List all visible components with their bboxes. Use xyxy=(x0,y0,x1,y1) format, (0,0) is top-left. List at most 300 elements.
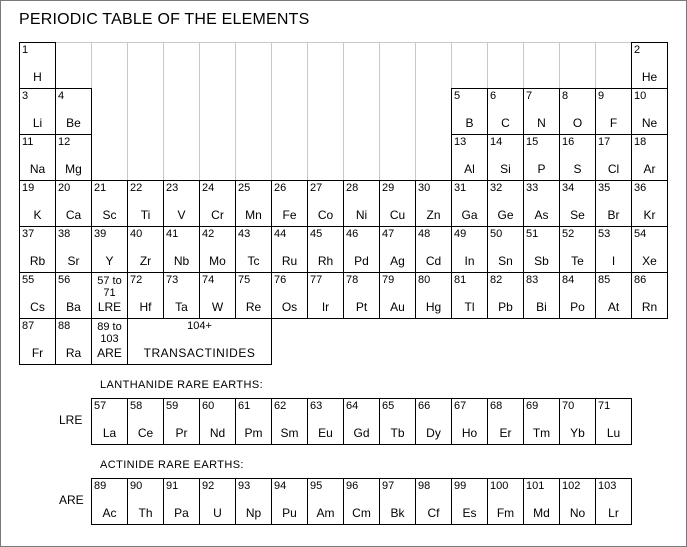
lanthanide-row xyxy=(91,398,632,445)
element-cell-cl[interactable] xyxy=(595,134,632,181)
element-symbol: Hf xyxy=(139,300,152,314)
atomic-number: 99 xyxy=(454,480,467,492)
element-cell-y[interactable] xyxy=(91,226,128,273)
element-cell-in[interactable] xyxy=(451,226,488,273)
element-symbol: Np xyxy=(245,506,262,520)
element-symbol: W xyxy=(211,300,224,314)
atomic-number: 50 xyxy=(490,228,503,240)
atomic-number: 23 xyxy=(166,182,179,194)
element-cell-ta[interactable] xyxy=(163,272,200,319)
element-cell-ga[interactable] xyxy=(451,180,488,227)
element-cell-li[interactable] xyxy=(19,88,56,135)
atomic-number: 68 xyxy=(490,400,503,412)
element-symbol: Ni xyxy=(355,208,368,222)
atomic-number: 66 xyxy=(418,400,431,412)
element-symbol: Am xyxy=(316,506,335,520)
atomic-number: 6 xyxy=(490,90,497,102)
element-symbol: Fr xyxy=(31,346,44,360)
element-cell-w[interactable] xyxy=(199,272,236,319)
atomic-number: 94 xyxy=(274,480,287,492)
element-symbol: Sb xyxy=(534,254,549,268)
element-symbol: Pr xyxy=(175,426,188,440)
atomic-number: 51 xyxy=(526,228,539,240)
element-cell-la[interactable] xyxy=(91,398,128,445)
element-symbol: Cr xyxy=(211,208,224,222)
atomic-number: 20 xyxy=(58,182,71,194)
element-cell-n[interactable] xyxy=(523,88,560,135)
element-cell-k[interactable] xyxy=(19,180,56,227)
element-cell-cf[interactable] xyxy=(415,478,452,525)
actinide-section-title: ACTINIDE RARE EARTHS: xyxy=(100,459,244,471)
element-cell-fe[interactable] xyxy=(271,180,308,227)
element-symbol: Kr xyxy=(643,208,656,222)
element-cell-nd[interactable] xyxy=(199,398,236,445)
element-cell-be[interactable] xyxy=(55,88,92,135)
element-symbol: S xyxy=(573,162,582,176)
element-symbol: Th xyxy=(138,506,153,520)
element-symbol: Al xyxy=(464,162,475,176)
grid-line xyxy=(235,42,236,180)
element-cell-yb[interactable] xyxy=(559,398,596,445)
element-cell-co[interactable] xyxy=(307,180,344,227)
element-cell-br[interactable] xyxy=(595,180,632,227)
atomic-number: 64 xyxy=(346,400,359,412)
element-cell-o[interactable] xyxy=(559,88,596,135)
atomic-number: 70 xyxy=(562,400,575,412)
element-symbol: Ge xyxy=(497,208,514,222)
atomic-number: 36 xyxy=(634,182,647,194)
atomic-number: 24 xyxy=(202,182,215,194)
element-cell-zr[interactable] xyxy=(127,226,164,273)
element-cell-p[interactable] xyxy=(523,134,560,181)
element-symbol: Tl xyxy=(464,300,475,314)
element-symbol: Zr xyxy=(139,254,152,268)
element-cell-dy[interactable] xyxy=(415,398,452,445)
element-symbol: P xyxy=(537,162,546,176)
element-cell-rh[interactable] xyxy=(307,226,344,273)
page-title: PERIODIC TABLE OF THE ELEMENTS xyxy=(19,11,310,28)
element-symbol: Ar xyxy=(643,162,656,176)
element-cell-bk[interactable] xyxy=(379,478,416,525)
element-cell-u[interactable] xyxy=(199,478,236,525)
element-symbol: Y xyxy=(105,254,114,268)
atomic-number: 69 xyxy=(526,400,539,412)
atomic-number: 65 xyxy=(382,400,395,412)
element-cell-ar[interactable] xyxy=(631,134,668,181)
element-symbol: Sm xyxy=(280,426,299,440)
element-cell-ca[interactable] xyxy=(55,180,92,227)
atomic-number: 22 xyxy=(130,182,143,194)
element-cell-no[interactable] xyxy=(559,478,596,525)
element-cell-ag[interactable] xyxy=(379,226,416,273)
element-cell-os[interactable] xyxy=(271,272,308,319)
element-cell-cs[interactable] xyxy=(19,272,56,319)
atomic-number: 54 xyxy=(634,228,647,240)
element-cell-cu[interactable] xyxy=(379,180,416,227)
element-symbol: He xyxy=(641,70,658,84)
element-cell-mo[interactable] xyxy=(199,226,236,273)
element-cell-kr[interactable] xyxy=(631,180,668,227)
element-cell-pd[interactable] xyxy=(343,226,380,273)
element-symbol: Lu xyxy=(606,426,621,440)
element-cell-v[interactable] xyxy=(163,180,200,227)
atomic-number: 53 xyxy=(598,228,611,240)
atomic-number: 2 xyxy=(634,44,641,56)
element-symbol: Pu xyxy=(282,506,297,520)
atomic-number: 103 xyxy=(598,480,617,492)
element-cell-sr[interactable] xyxy=(55,226,92,273)
element-symbol: Se xyxy=(570,208,585,222)
element-symbol: Rn xyxy=(641,300,658,314)
grid-line xyxy=(415,42,416,180)
element-symbol: LRE xyxy=(97,300,122,314)
element-symbol: N xyxy=(537,116,546,130)
atomic-number: 77 xyxy=(310,274,323,286)
element-symbol: Cl xyxy=(607,162,620,176)
element-cell-au[interactable] xyxy=(379,272,416,319)
element-symbol: Rh xyxy=(317,254,334,268)
atomic-number: 81 xyxy=(454,274,467,286)
atomic-number: 89 xyxy=(94,480,107,492)
atomic-number: 74 xyxy=(202,274,215,286)
element-cell-pu[interactable] xyxy=(271,478,308,525)
atomic-number: 45 xyxy=(310,228,323,240)
element-symbol: Si xyxy=(500,162,511,176)
atomic-number: 41 xyxy=(166,228,179,240)
element-cell-al[interactable] xyxy=(451,134,488,181)
element-symbol: Pa xyxy=(174,506,189,520)
element-symbol: Be xyxy=(66,116,81,130)
atomic-number: 34 xyxy=(562,182,575,194)
element-symbol: Bk xyxy=(390,506,405,520)
atomic-number: 72 xyxy=(130,274,143,286)
element-symbol: Cd xyxy=(425,254,442,268)
atomic-number: 92 xyxy=(202,480,215,492)
element-symbol: C xyxy=(501,116,510,130)
element-symbol: Mg xyxy=(65,162,82,176)
actinide-row xyxy=(91,478,632,525)
element-symbol: Pd xyxy=(354,254,369,268)
atomic-number: 21 xyxy=(94,182,107,194)
element-cell-po[interactable] xyxy=(559,272,596,319)
atomic-number: 71 xyxy=(598,400,611,412)
element-cell-sm[interactable] xyxy=(271,398,308,445)
element-symbol: Dy xyxy=(426,426,441,440)
element-cell-eu[interactable] xyxy=(307,398,344,445)
atomic-number: 19 xyxy=(22,182,35,194)
atomic-number: 67 xyxy=(454,400,467,412)
element-cell-bi[interactable] xyxy=(523,272,560,319)
atomic-number: 75 xyxy=(238,274,251,286)
element-symbol: In xyxy=(464,254,475,268)
atomic-number: 4 xyxy=(58,90,65,102)
element-cell-h[interactable] xyxy=(19,42,56,89)
element-symbol: Tm xyxy=(532,426,551,440)
element-cell-are[interactable] xyxy=(91,318,128,365)
element-cell-lre[interactable] xyxy=(91,272,128,319)
element-symbol: B xyxy=(465,116,474,130)
element-symbol: Ce xyxy=(137,426,154,440)
atomic-number: 38 xyxy=(58,228,71,240)
atomic-number: 37 xyxy=(22,228,35,240)
element-cell-b[interactable] xyxy=(451,88,488,135)
element-cell-as[interactable] xyxy=(523,180,560,227)
atomic-number: 27 xyxy=(310,182,323,194)
element-symbol: Zn xyxy=(426,208,441,222)
lanthanide-row-label: LRE xyxy=(59,413,83,427)
grid-line xyxy=(19,42,667,43)
element-cell-he[interactable] xyxy=(631,42,668,89)
element-cell-fm[interactable] xyxy=(487,478,524,525)
element-cell-mn[interactable] xyxy=(235,180,272,227)
element-symbol: Nd xyxy=(209,426,226,440)
atomic-number: 87 xyxy=(22,320,35,332)
atomic-number: 30 xyxy=(418,182,431,194)
element-cell-hg[interactable] xyxy=(415,272,452,319)
element-cell-sc[interactable] xyxy=(91,180,128,227)
atomic-number: 5 xyxy=(454,90,461,102)
element-symbol: Au xyxy=(390,300,405,314)
element-cell-tb[interactable] xyxy=(379,398,416,445)
atomic-number: 10 xyxy=(634,90,647,102)
element-cell-pa[interactable] xyxy=(163,478,200,525)
element-symbol: Te xyxy=(571,254,584,268)
element-symbol: Bi xyxy=(536,300,547,314)
atomic-number: 12 xyxy=(58,136,71,148)
element-cell-pt[interactable] xyxy=(343,272,380,319)
atomic-number: 49 xyxy=(454,228,467,240)
atomic-number: 73 xyxy=(166,274,179,286)
element-symbol: At xyxy=(607,300,620,314)
atomic-number: 78 xyxy=(346,274,359,286)
element-cell-ho[interactable] xyxy=(451,398,488,445)
atomic-number: 31 xyxy=(454,182,467,194)
element-symbol: Co xyxy=(317,208,334,222)
atomic-number: 93 xyxy=(238,480,251,492)
element-cell-se[interactable] xyxy=(559,180,596,227)
atomic-number: 91 xyxy=(166,480,179,492)
element-cell-gd[interactable] xyxy=(343,398,380,445)
element-cell-tl[interactable] xyxy=(451,272,488,319)
element-cell-pm[interactable] xyxy=(235,398,272,445)
atomic-number: 32 xyxy=(490,182,503,194)
atomic-number: 1 xyxy=(22,44,29,56)
element-symbol: Sr xyxy=(67,254,80,268)
atomic-number: 29 xyxy=(382,182,395,194)
element-cell-pr[interactable] xyxy=(163,398,200,445)
element-symbol: Xe xyxy=(642,254,657,268)
element-cell-te[interactable] xyxy=(559,226,596,273)
element-symbol: U xyxy=(213,506,222,520)
element-symbol: Ne xyxy=(641,116,658,130)
element-cell-ne[interactable] xyxy=(631,88,668,135)
atomic-number: 89 to 103 xyxy=(97,321,122,345)
atomic-number: 39 xyxy=(94,228,107,240)
element-cell-ge[interactable] xyxy=(487,180,524,227)
element-cell-fr[interactable] xyxy=(19,318,56,365)
element-cell-rb[interactable] xyxy=(19,226,56,273)
element-symbol: Ra xyxy=(65,346,82,360)
element-symbol: Md xyxy=(533,506,550,520)
atomic-number: 57 to 71 xyxy=(97,275,122,299)
grid-line xyxy=(271,42,272,180)
atomic-number: 59 xyxy=(166,400,179,412)
element-symbol: Ru xyxy=(281,254,298,268)
atomic-number: 16 xyxy=(562,136,575,148)
element-cell-xe[interactable] xyxy=(631,226,668,273)
atomic-number: 80 xyxy=(418,274,431,286)
atomic-number: 88 xyxy=(58,320,71,332)
atomic-number: 61 xyxy=(238,400,251,412)
atomic-number: 43 xyxy=(238,228,251,240)
element-symbol: O xyxy=(572,116,583,130)
element-symbol: La xyxy=(102,426,117,440)
atomic-number: 8 xyxy=(562,90,569,102)
element-cell-s[interactable] xyxy=(559,134,596,181)
atomic-number: 86 xyxy=(634,274,647,286)
atomic-number: 13 xyxy=(454,136,467,148)
element-cell-rn[interactable] xyxy=(631,272,668,319)
element-cell-zn[interactable] xyxy=(415,180,452,227)
element-cell-tm[interactable] xyxy=(523,398,560,445)
element-symbol: Ga xyxy=(461,208,478,222)
element-cell-nb[interactable] xyxy=(163,226,200,273)
grid-line xyxy=(163,42,164,180)
atomic-number: 95 xyxy=(310,480,323,492)
atomic-number: 57 xyxy=(94,400,107,412)
atomic-number: 60 xyxy=(202,400,215,412)
element-symbol: Gd xyxy=(353,426,370,440)
element-symbol: Er xyxy=(499,426,512,440)
element-cell-th[interactable] xyxy=(127,478,164,525)
element-cell-lr[interactable] xyxy=(595,478,632,525)
element-cell-ce[interactable] xyxy=(127,398,164,445)
atomic-number: 97 xyxy=(382,480,395,492)
element-cell-re[interactable] xyxy=(235,272,272,319)
element-symbol: K xyxy=(33,208,42,222)
atomic-number: 63 xyxy=(310,400,323,412)
element-symbol: Eu xyxy=(318,426,333,440)
element-symbol: Mo xyxy=(209,254,226,268)
element-symbol: Cs xyxy=(30,300,45,314)
element-symbol: Tb xyxy=(390,426,405,440)
element-symbol: Ag xyxy=(390,254,405,268)
element-symbol: Tc xyxy=(247,254,260,268)
atomic-number: 18 xyxy=(634,136,647,148)
element-cell-cr[interactable] xyxy=(199,180,236,227)
element-symbol: Po xyxy=(570,300,585,314)
atomic-number: 17 xyxy=(598,136,611,148)
element-symbol: Cu xyxy=(389,208,406,222)
atomic-number: 85 xyxy=(598,274,611,286)
element-cell-ir[interactable] xyxy=(307,272,344,319)
element-cell-c[interactable] xyxy=(487,88,524,135)
atomic-number: 44 xyxy=(274,228,287,240)
element-cell-cd[interactable] xyxy=(415,226,452,273)
element-symbol: Br xyxy=(607,208,620,222)
element-symbol: Ba xyxy=(66,300,81,314)
element-cell-cm[interactable] xyxy=(343,478,380,525)
atomic-number: 79 xyxy=(382,274,395,286)
atomic-number: 102 xyxy=(562,480,581,492)
element-symbol: TRANSACTINIDES xyxy=(143,346,256,360)
element-cell-es[interactable] xyxy=(451,478,488,525)
element-cell-er[interactable] xyxy=(487,398,524,445)
element-symbol: Pm xyxy=(244,426,263,440)
element-symbol: I xyxy=(611,254,616,268)
element-cell-ac[interactable] xyxy=(91,478,128,525)
atomic-number: 90 xyxy=(130,480,143,492)
element-cell-i[interactable] xyxy=(595,226,632,273)
element-symbol: Sc xyxy=(102,208,117,222)
element-symbol: Ca xyxy=(65,208,82,222)
element-cell-ru[interactable] xyxy=(271,226,308,273)
atomic-number: 83 xyxy=(526,274,539,286)
element-symbol: V xyxy=(177,208,186,222)
element-symbol: Ti xyxy=(140,208,151,222)
grid-line xyxy=(199,42,200,180)
element-cell-mg[interactable] xyxy=(55,134,92,181)
element-cell-pb[interactable] xyxy=(487,272,524,319)
element-symbol: Ir xyxy=(321,300,330,314)
element-symbol: Es xyxy=(462,506,477,520)
atomic-number: 35 xyxy=(598,182,611,194)
element-symbol: Na xyxy=(29,162,46,176)
element-symbol: Lr xyxy=(608,506,619,520)
element-symbol: Fm xyxy=(496,506,515,520)
atomic-number: 48 xyxy=(418,228,431,240)
element-cell-lu[interactable] xyxy=(595,398,632,445)
element-symbol: ARE xyxy=(97,346,122,360)
atomic-number: 100 xyxy=(490,480,509,492)
element-symbol: Rb xyxy=(29,254,46,268)
element-cell-transactinides[interactable] xyxy=(127,318,272,365)
atomic-number: 52 xyxy=(562,228,575,240)
element-symbol: Cf xyxy=(427,506,440,520)
atomic-number: 14 xyxy=(490,136,503,148)
grid-line xyxy=(343,42,344,180)
element-symbol: Re xyxy=(245,300,262,314)
element-symbol: Hg xyxy=(425,300,442,314)
element-cell-ti[interactable] xyxy=(127,180,164,227)
element-cell-hf[interactable] xyxy=(127,272,164,319)
element-cell-ni[interactable] xyxy=(343,180,380,227)
element-cell-md[interactable] xyxy=(523,478,560,525)
atomic-number: 9 xyxy=(598,90,605,102)
element-symbol: Cm xyxy=(352,506,371,520)
element-cell-si[interactable] xyxy=(487,134,524,181)
element-symbol: Ac xyxy=(102,506,117,520)
element-cell-sn[interactable] xyxy=(487,226,524,273)
atomic-number: 76 xyxy=(274,274,287,286)
atomic-number: 26 xyxy=(274,182,287,194)
element-cell-np[interactable] xyxy=(235,478,272,525)
atomic-number: 46 xyxy=(346,228,359,240)
element-cell-f[interactable] xyxy=(595,88,632,135)
element-cell-ba[interactable] xyxy=(55,272,92,319)
atomic-number: 82 xyxy=(490,274,503,286)
element-symbol: Ta xyxy=(175,300,188,314)
element-cell-ra[interactable] xyxy=(55,318,92,365)
element-cell-na[interactable] xyxy=(19,134,56,181)
element-cell-at[interactable] xyxy=(595,272,632,319)
element-cell-am[interactable] xyxy=(307,478,344,525)
element-symbol: Fe xyxy=(282,208,297,222)
periodic-table-grid xyxy=(19,42,667,360)
element-cell-sb[interactable] xyxy=(523,226,560,273)
element-cell-tc[interactable] xyxy=(235,226,272,273)
atomic-number: 7 xyxy=(526,90,533,102)
